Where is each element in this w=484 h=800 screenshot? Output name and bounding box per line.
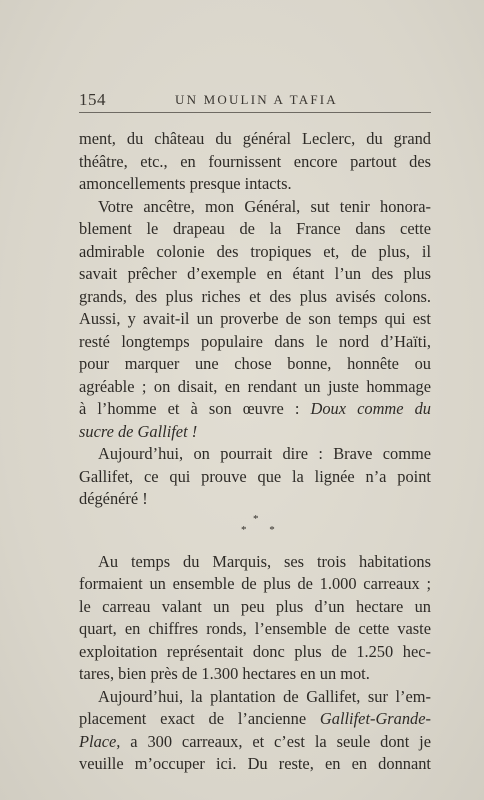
text-line (79, 708, 431, 731)
text-segment: a 300 carreaux, et c’est la seule dont je (120, 731, 431, 751)
paragraph-3 (79, 443, 431, 511)
italic-place-name: Gallifet-Grande- (319, 709, 431, 728)
text-line: Votre ancêtre, mon Général, sut tenir honora- (98, 196, 431, 216)
text-line: veuille m’occuper ici. Du reste, en en donnant (79, 754, 431, 773)
text-line: théâtre, etc., en fournissent encore partout des (79, 151, 431, 171)
text-line: amoncellements presque intacts. (79, 174, 292, 193)
paragraph-4 (79, 551, 431, 686)
text-line (79, 421, 431, 444)
text-line: Aujourd’hui, on pourrait dire : Brave comme (98, 444, 431, 463)
text-line: agréable ; on disait, en rendant un juste hommage (79, 376, 431, 396)
italic-place-name: Place, (79, 731, 121, 751)
text-line: blement le drapeau de la France dans cette (79, 219, 431, 238)
paragraph-1 (79, 128, 431, 196)
text-line: pour marquer une chose bonne, honnête ou (79, 354, 431, 373)
paragraph-5 (79, 686, 431, 776)
section-asterism (79, 511, 431, 551)
text-line: resté longtemps populaire dans le nord d’Haïti, (79, 331, 431, 351)
text-segment: placement exact de l’ancienne (79, 709, 320, 728)
text-line: Gallifet, ce qui prouve que la lignée n’a point (79, 466, 431, 486)
text-line: grands, des plus riches et des plus avisés colons. (79, 286, 431, 306)
text-segment: à l’homme et à son œuvre : (79, 399, 311, 418)
body-text (79, 128, 431, 776)
text-line: quart, en chiffres ronds, l’ensemble de cette vaste (79, 619, 431, 638)
text-line: Aujourd’hui, la plantation de Gallifet, sur l’em- (98, 686, 431, 706)
text-line: le carreau valant un peu plus d’un hectare un (79, 596, 431, 616)
text-line: formaient un ensemble de plus de 1.000 carreaux ; (79, 574, 431, 593)
page-number: 154 (79, 90, 106, 109)
italic-quote: Doux comme du (310, 399, 431, 418)
asterism-bottom: * * (241, 523, 285, 536)
text-line: ment, du château du général Leclerc, du grand (79, 129, 431, 148)
text-line: Aussi, y avait-il un proverbe de son temps qui est (79, 309, 431, 328)
text-line: savait prêcher d’exemple en étant l’un des plus (79, 264, 431, 283)
text-line: exploitation représentait donc plus de 1.250 hec- (79, 641, 431, 661)
paragraph-2 (79, 196, 431, 444)
asterism-top: * (253, 512, 259, 525)
text-line (79, 731, 431, 754)
text-line: Au temps du Marquis, ses trois habitations (98, 551, 431, 571)
text-line: admirable colonie des tropiques et, de plus, il (79, 241, 431, 261)
text-line (79, 398, 431, 421)
page-header (79, 88, 431, 114)
text-line: tares, bien près de 1.300 hectares en un mot. (79, 664, 370, 683)
italic-quote: sucre de Gallifet ! (79, 421, 198, 441)
text-line: dégénéré ! (79, 489, 148, 508)
running-title: UN MOULIN A TAFIA (175, 92, 338, 107)
header-rule (79, 112, 431, 113)
